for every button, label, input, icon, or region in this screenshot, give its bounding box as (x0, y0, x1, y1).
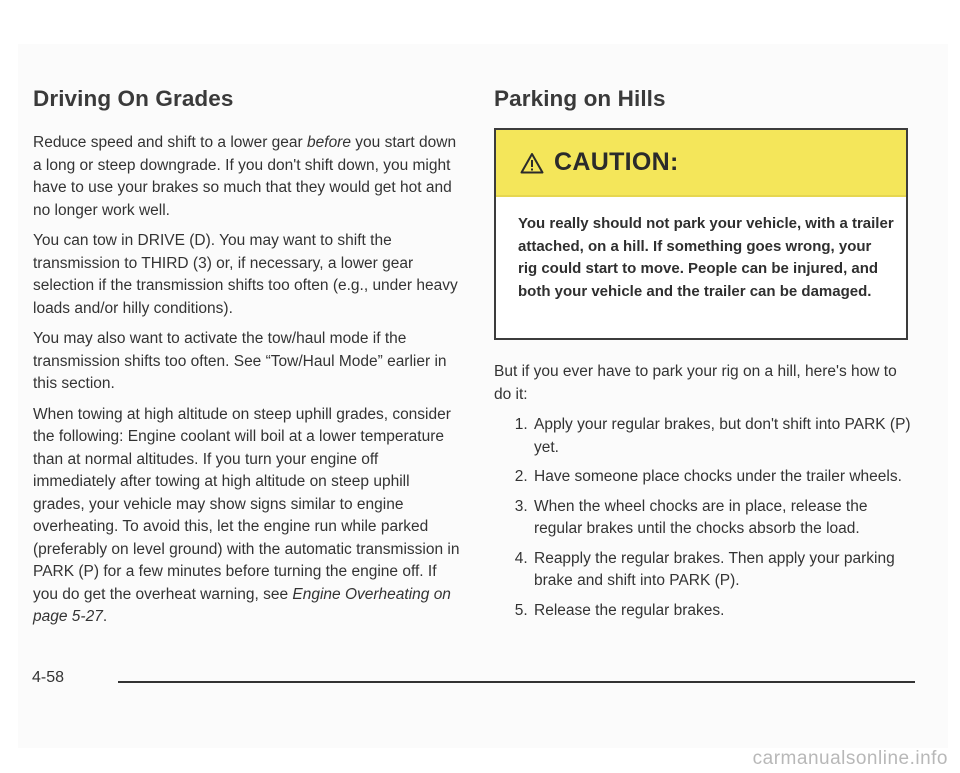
text: Reduce speed and shift to a lower gear (33, 134, 308, 151)
left-column (33, 86, 463, 637)
paragraph-reduce-speed (33, 132, 463, 222)
page-number: 4-58 (32, 669, 65, 686)
parking-steps-list (494, 414, 914, 622)
emphasis-before: before (307, 134, 351, 151)
caution-header (496, 130, 906, 197)
list-item: 3. When the wheel chocks are in place, release the regular brakes until the chocks absorb the load. (532, 496, 914, 541)
paragraph-high-altitude (33, 404, 463, 629)
link-engine-overheating[interactable]: Engine Overheating on page 5-27 (33, 585, 451, 625)
warning-triangle-icon (520, 152, 544, 174)
text: When towing at high altitude on steep uphill grades, consider the following: Engine coolant will boil at a lower temperature than at normal altitudes. If you turn your engine off immediately after towing at high altitude on steep uphill grades, your vehicle may show signs similar to engine overheating. To avoid this, let the engine run while parked (preferably on level ground) with the automatic transmission in PARK (P) for a few minutes before turning the engine off. If you do get the overheat warning, see (33, 405, 460, 603)
paragraph-park-rig-intro: But if you ever have to park your rig on a hill, here's how to do it: (494, 363, 897, 403)
paragraph-tow-in-drive: You can tow in DRIVE (D). You may want to shift the transmission to THIRD (3) or, if necessary, a lower gear selection if the transmission shifts too often (e.g., under heavy loads and/or hilly conditions). (33, 232, 458, 317)
caution-text: You really should not park your vehicle, with a trailer attached, on a hill. If something goes wrong, your rig could start to move. People can be injured, and both your vehicle and the trailer can be damaged. (518, 215, 894, 300)
watermark: carmanualsonline.info (752, 748, 948, 769)
list-item: 2. Have someone place chocks under the trailer wheels. (532, 466, 914, 489)
caution-box (494, 128, 908, 340)
section-title-driving-on-grades: Driving On Grades (33, 86, 234, 111)
caution-title: CAUTION: (554, 148, 679, 176)
list-item: 5. Release the regular brakes. (532, 600, 914, 623)
right-column (494, 86, 914, 629)
text: . (102, 608, 108, 625)
paragraph-tow-haul-mode: You may also want to activate the tow/haul mode if the transmission shifts too often. See “Tow/Haul Mode” earlier in this section. (33, 330, 447, 392)
text: you start down a long or steep downgrade. If you don't shift down, you might have to use your brakes so much that they would get hot and no longer work well. (33, 134, 457, 219)
list-item: 4. Reapply the regular brakes. Then apply your parking brake and shift into PARK (P). (532, 548, 914, 593)
footer-divider (118, 681, 915, 683)
list-item: 1. Apply your regular brakes, but don't shift into PARK (P) yet. (532, 414, 914, 459)
section-title-parking-on-hills: Parking on Hills (494, 86, 666, 111)
